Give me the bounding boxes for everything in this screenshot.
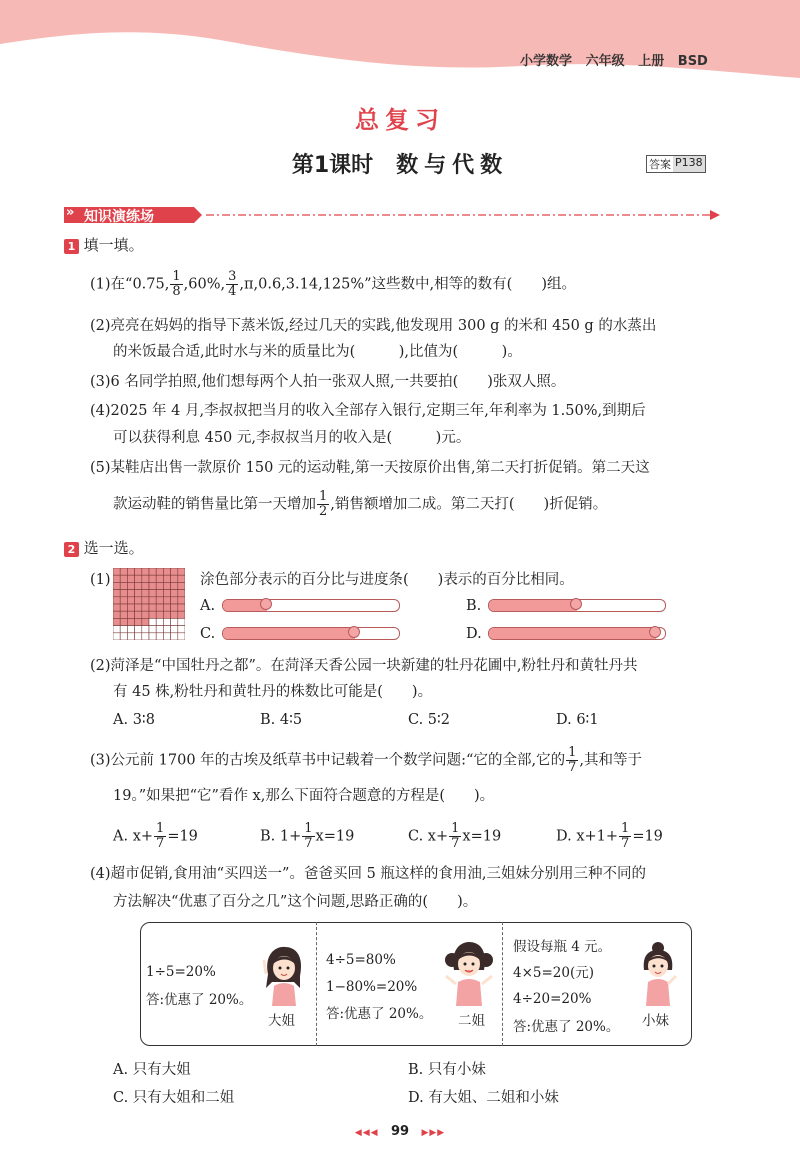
grid-cell <box>163 590 170 597</box>
grid-cell <box>171 597 178 604</box>
grid-cell <box>178 582 185 589</box>
grid-cell <box>178 590 185 597</box>
grid-cell <box>149 590 156 597</box>
grid-cell <box>127 618 134 625</box>
q2-p3-line2: 19。”如果把“它”看作 x,那么下面符合题意的方程是( )。 <box>113 788 495 804</box>
option-a-label: A. <box>200 598 216 614</box>
grid-cell <box>113 604 120 611</box>
progress-bar-d <box>488 627 666 640</box>
grid-cell <box>163 633 170 640</box>
sis3-line2: 4×5=20(元) <box>513 965 595 981</box>
q2-p4-option-c: C. 只有大姐和二姐 <box>113 1090 235 1106</box>
grid-cell <box>113 582 120 589</box>
grid-cell <box>171 618 178 625</box>
grid-cell <box>156 590 163 597</box>
sis2-line2: 1−80%=20% <box>326 979 418 995</box>
q2-p3-option-b: B. 1+ $\frac{1}{7}$ x=19 <box>260 821 355 851</box>
grid-cell <box>135 633 142 640</box>
grid-cell <box>120 568 127 575</box>
q1-p1: (1)在“0.75, $\frac{1}{8}$ ,60%, $\frac{3}{4}$ ,π,0.6,3.14,125%”这些数中,相等的数有( )组。 <box>90 269 576 299</box>
grid-cell <box>127 597 134 604</box>
panel-divider-1 <box>316 922 317 1046</box>
grid-cell <box>135 604 142 611</box>
grid-cell <box>163 604 170 611</box>
grid-cell <box>171 611 178 618</box>
grid-cell <box>178 611 185 618</box>
grid-cell <box>156 611 163 618</box>
grid-cell <box>120 604 127 611</box>
grid-cell <box>178 568 185 575</box>
q1-p2-line2: 的米饭最合适,此时水与米的质量比为( ),比值为( )。 <box>113 344 522 360</box>
grid-cell <box>149 582 156 589</box>
progress-bar-c <box>222 627 400 640</box>
footer-right-arrows-icon: ▶▶▶ <box>421 1128 446 1138</box>
sis3-name: 小妹 <box>642 1013 669 1029</box>
grid-cell <box>120 626 127 633</box>
grid-cell <box>171 575 178 582</box>
little-sister-illustration <box>634 940 682 1006</box>
grid-cell <box>171 568 178 575</box>
grid-cell <box>156 633 163 640</box>
q1-p5-line2: 款运动鞋的销售量比第一天增加 $\frac{1}{2}$ ,销售额增加二成。第二天打( )折促销。 <box>113 489 608 519</box>
middle-sister-illustration <box>440 936 498 1006</box>
page-title: 总复习 <box>355 106 445 134</box>
hundred-grid <box>113 568 185 640</box>
grid-cell <box>163 575 170 582</box>
grid-cell <box>149 568 156 575</box>
grid-cell <box>135 582 142 589</box>
footer-left-arrows-icon: ◀◀◀ <box>354 1128 379 1138</box>
q2-p4-line2: 方法解决“优惠了百分之几”这个问题,思路正确的( )。 <box>113 894 478 910</box>
grid-cell <box>142 604 149 611</box>
progress-knob-a <box>260 598 272 610</box>
q1-p2-line1: (2)亮亮在妈妈的指导下蒸米饭,经过几天的实践,他发现用 300 g 的米和 450 g 的水蒸出 <box>90 318 657 334</box>
grid-cell <box>149 626 156 633</box>
header-wave <box>0 0 800 90</box>
grid-cell <box>178 633 185 640</box>
answer-ref: 答案 P138 <box>646 155 706 173</box>
progress-knob-c <box>348 626 360 638</box>
grid-cell <box>156 618 163 625</box>
grid-cell <box>178 575 185 582</box>
grid-cell <box>156 582 163 589</box>
grid-cell <box>135 575 142 582</box>
q1-p4-line2: 可以获得利息 450 元,李叔叔当月的收入是( )元。 <box>113 430 471 446</box>
grid-cell <box>127 611 134 618</box>
q2-p3-line1: (3)公元前 1700 年的古埃及纸草书中记载着一个数学问题:“它的全部,它的 $\frac{1}{7}$ ,其和等于 <box>90 745 642 775</box>
grid-cell <box>149 618 156 625</box>
grid-cell <box>113 568 120 575</box>
big-sister-illustration <box>258 944 308 1006</box>
grid-cell <box>171 582 178 589</box>
grid-cell <box>120 590 127 597</box>
grid-cell <box>120 611 127 618</box>
progress-knob-b <box>570 598 582 610</box>
grid-cell <box>113 633 120 640</box>
grid-cell <box>171 590 178 597</box>
section-banner <box>64 204 724 226</box>
q2-number: 2 <box>64 542 79 557</box>
q2-p4-option-b: B. 只有小妹 <box>408 1062 486 1078</box>
grid-cell <box>163 611 170 618</box>
q2-p2-line1: (2)菏泽是“中国牡丹之都”。在菏泽天香公园一块新建的牡丹花圃中,粉牡丹和黄牡丹共 <box>90 658 638 674</box>
q2-p4-option-a: A. 只有大姐 <box>113 1062 191 1078</box>
grid-cell <box>156 568 163 575</box>
grid-cell <box>149 604 156 611</box>
grid-cell <box>171 626 178 633</box>
grid-cell <box>113 611 120 618</box>
sis3-line4: 答:优惠了 20%。 <box>513 1019 620 1035</box>
grid-cell <box>135 568 142 575</box>
grid-cell <box>135 597 142 604</box>
grid-cell <box>178 626 185 633</box>
grid-cell <box>120 575 127 582</box>
q2-p2-option-d: D. 6∶1 <box>556 712 599 728</box>
panel-divider-2 <box>502 922 503 1046</box>
grid-cell <box>171 633 178 640</box>
grid-cell <box>135 611 142 618</box>
grid-cell <box>163 568 170 575</box>
sis2-line3: 答:优惠了 20%。 <box>326 1006 433 1022</box>
page-number: 99 <box>390 1124 410 1139</box>
banner-icon: » <box>66 205 75 220</box>
grid-cell <box>178 604 185 611</box>
grid-cell <box>120 597 127 604</box>
q2-p3-option-a: A. x+ $\frac{1}{7}$ =19 <box>113 821 198 851</box>
q1-p5-line1: (5)某鞋店出售一款原价 150 元的运动鞋,第一天按原价出售,第二天打折促销。第二天这 <box>90 460 650 476</box>
banner-label: 知识演练场 <box>84 209 154 225</box>
option-b-label: B. <box>466 598 482 614</box>
grid-cell <box>127 568 134 575</box>
grid-cell <box>120 633 127 640</box>
grid-cell <box>113 626 120 633</box>
progress-bar-a <box>222 599 400 612</box>
grid-cell <box>120 582 127 589</box>
grid-cell <box>113 597 120 604</box>
grid-cell <box>135 626 142 633</box>
grid-cell <box>142 633 149 640</box>
grid-cell <box>149 575 156 582</box>
grid-cell <box>142 597 149 604</box>
grid-cell <box>142 626 149 633</box>
grid-cell <box>127 604 134 611</box>
q2-p2-option-b: B. 4∶5 <box>260 712 303 728</box>
option-c-label: C. <box>200 626 216 642</box>
q2-p2-option-a: A. 3∶8 <box>113 712 155 728</box>
grid-cell <box>149 597 156 604</box>
sis1-name: 大姐 <box>268 1013 295 1029</box>
grid-cell <box>149 633 156 640</box>
sis2-name: 二姐 <box>458 1013 485 1029</box>
grid-cell <box>171 604 178 611</box>
grid-cell <box>156 604 163 611</box>
grid-cell <box>113 618 120 625</box>
grid-cell <box>156 575 163 582</box>
sis3-line1: 假设每瓶 4 元。 <box>513 939 612 955</box>
q2-p2-option-c: C. 5∶2 <box>408 712 451 728</box>
sis3-line3: 4÷20=20% <box>513 991 592 1007</box>
q2-p4-option-d: D. 有大姐、二姐和小妹 <box>408 1090 559 1106</box>
q2-p3-option-d: D. x+1+ $\frac{1}{7}$ =19 <box>556 821 663 851</box>
sis1-line2: 答:优惠了 20%。 <box>146 992 253 1008</box>
q2-heading: 2 选一选。 <box>64 538 144 559</box>
lesson-title: 第1课时 数与代数 <box>291 153 509 178</box>
grid-cell <box>149 611 156 618</box>
grid-cell <box>127 582 134 589</box>
grid-cell <box>127 626 134 633</box>
grid-cell <box>120 618 127 625</box>
q1-p3: (3)6 名同学拍照,他们想每两个人拍一张双人照,一共要拍( )张双人照。 <box>90 374 566 390</box>
sis1-line1: 1÷5=20% <box>146 964 216 980</box>
grid-cell <box>135 590 142 597</box>
q2-p3-option-c: C. x+ $\frac{1}{7}$ x=19 <box>408 821 502 851</box>
grid-cell <box>113 575 120 582</box>
grid-cell <box>178 597 185 604</box>
grid-cell <box>163 618 170 625</box>
sis2-line1: 4÷5=80% <box>326 952 396 968</box>
grid-cell <box>127 590 134 597</box>
grid-cell <box>127 633 134 640</box>
q2-p2-line2: 有 45 株,粉牡丹和黄牡丹的株数比可能是( )。 <box>113 684 433 700</box>
grid-cell <box>127 575 134 582</box>
option-d-label: D. <box>466 626 482 642</box>
q2-p1-label: (1) <box>90 572 111 588</box>
grid-cell <box>163 597 170 604</box>
grid-cell <box>135 618 142 625</box>
grid-cell <box>178 618 185 625</box>
header-info: 小学数学 六年级 上册 BSD <box>520 54 708 69</box>
grid-cell <box>163 582 170 589</box>
grid-cell <box>142 582 149 589</box>
grid-cell <box>142 575 149 582</box>
grid-cell <box>142 590 149 597</box>
page-footer <box>0 1124 800 1139</box>
q2-p4-line1: (4)超市促销,食用油“买四送一”。爸爸买回 5 瓶这样的食用油,三姐妹分别用三种不同的 <box>90 866 647 882</box>
grid-cell <box>156 626 163 633</box>
q1-number: 1 <box>64 239 79 254</box>
grid-cell <box>142 611 149 618</box>
q1-heading: 1 填一填。 <box>64 235 144 256</box>
grid-cell <box>113 590 120 597</box>
grid-cell <box>142 618 149 625</box>
grid-cell <box>142 568 149 575</box>
q1-p4-line1: (4)2025 年 4 月,李叔叔把当月的收入全部存入银行,定期三年,年利率为 1.50%,到期后 <box>90 403 646 419</box>
grid-cell <box>156 597 163 604</box>
grid-cell <box>163 626 170 633</box>
q2-p1-stem: 涂色部分表示的百分比与进度条( )表示的百分比相同。 <box>200 572 574 588</box>
